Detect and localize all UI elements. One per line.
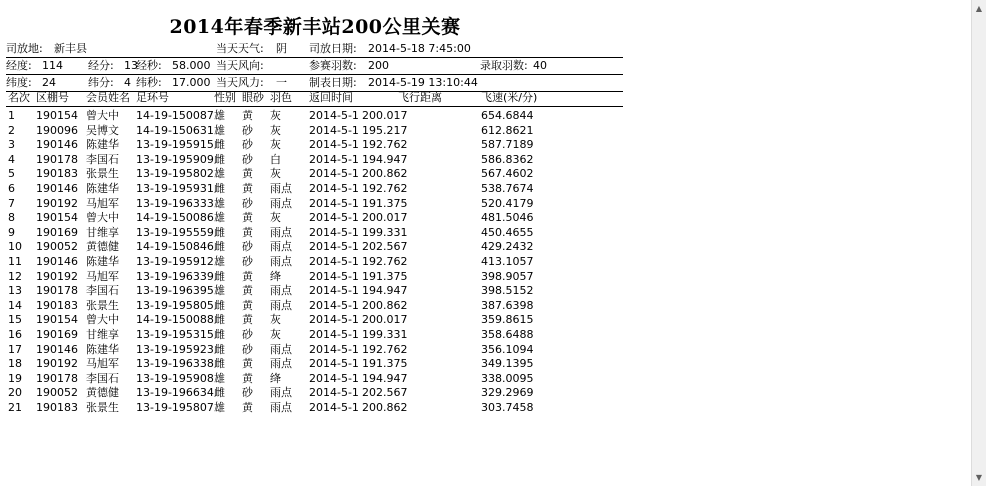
col-distance-header: 飞行距离	[398, 91, 442, 104]
cell-eye: 黄	[242, 109, 253, 122]
cell-color: 雨点	[270, 298, 292, 312]
cell-member: 陈建华	[86, 181, 119, 195]
cell-speed: 450.4655	[481, 225, 534, 239]
cell-speed: 356.1094	[481, 342, 534, 356]
cell-eye: 黄	[242, 225, 253, 239]
cell-speed: 567.4602	[481, 167, 534, 181]
cell-ring: 13-19-196339	[136, 269, 214, 283]
cell-member: 李国石	[86, 284, 119, 298]
report-date: 2014-5-19 13:10:44	[368, 76, 478, 89]
cell-eye: 黄	[242, 371, 253, 385]
cell-ring: 14-19-150088	[136, 313, 214, 327]
cell-eye: 黄	[242, 284, 253, 298]
cell-color: 绛	[270, 269, 281, 283]
cell-eye: 砂	[242, 123, 253, 137]
cell-return-time: 2014-5-1	[309, 386, 359, 400]
cell-sex: 雄	[214, 400, 225, 414]
cell-color: 雨点	[270, 342, 292, 356]
cell-ring: 13-19-195909	[136, 152, 214, 166]
col-ring-header: 足环号	[136, 91, 169, 104]
cell-eye: 黄	[242, 298, 253, 312]
cell-return-time: 2014-5-1	[309, 196, 359, 210]
cell-return-time: 2014-5-1	[309, 109, 359, 122]
col-member-header: 会员姓名	[86, 91, 130, 104]
longitude-label: 经度:	[6, 59, 32, 72]
table-row	[6, 240, 623, 255]
cell-sex: 雌	[214, 313, 225, 327]
release-date-label: 司放日期:	[309, 42, 357, 55]
table-row	[6, 197, 623, 212]
cell-return-time: 2014-5-1	[309, 181, 359, 195]
cell-sex: 雌	[214, 357, 225, 371]
cell-speed: 481.5046	[481, 211, 534, 225]
cell-speed: 358.6488	[481, 327, 534, 341]
cell-distance: 200.017	[362, 313, 408, 327]
cell-rank: 13	[8, 284, 22, 298]
table-row	[6, 372, 623, 387]
cell-distance: 200.862	[362, 298, 408, 312]
cell-speed: 338.0095	[481, 371, 534, 385]
release-place-label: 司放地:	[6, 42, 43, 55]
cell-distance: 191.375	[362, 196, 408, 210]
cell-color: 灰	[270, 123, 281, 137]
cell-rank: 11	[8, 254, 22, 268]
cell-member: 马旭军	[86, 196, 119, 210]
col-color-header: 羽色	[270, 91, 292, 104]
cell-distance: 202.567	[362, 386, 408, 400]
cell-loft: 190192	[36, 357, 78, 371]
cell-sex: 雌	[214, 181, 225, 195]
cell-speed: 387.6398	[481, 298, 534, 312]
cell-rank: 1	[8, 109, 15, 122]
cell-member: 曾大中	[86, 109, 119, 122]
cell-sex: 雌	[214, 138, 225, 152]
race-info	[6, 41, 623, 92]
cell-eye: 砂	[242, 138, 253, 152]
lon-min: 13	[124, 59, 138, 72]
cell-color: 灰	[270, 313, 281, 327]
cell-eye: 黄	[242, 211, 253, 225]
cell-ring: 13-19-196395	[136, 284, 214, 298]
cell-ring: 14-19-150631	[136, 123, 214, 137]
cell-rank: 6	[8, 181, 15, 195]
cell-sex: 雌	[214, 298, 225, 312]
cell-speed: 329.2969	[481, 386, 534, 400]
table-row	[6, 182, 623, 197]
cell-rank: 4	[8, 152, 15, 166]
cell-distance: 194.947	[362, 284, 408, 298]
cell-ring: 13-19-196634	[136, 386, 214, 400]
cell-speed: 520.4179	[481, 196, 534, 210]
cell-eye: 砂	[242, 152, 253, 166]
cell-ring: 13-19-195559	[136, 225, 214, 239]
cell-ring: 13-19-195908	[136, 371, 214, 385]
cell-return-time: 2014-5-1	[309, 254, 359, 268]
cell-speed: 538.7674	[481, 181, 534, 195]
cell-eye: 黄	[242, 313, 253, 327]
table-header	[6, 90, 623, 107]
table-row	[6, 211, 623, 226]
cell-rank: 16	[8, 327, 22, 341]
cell-rank: 8	[8, 211, 15, 225]
cell-rank: 9	[8, 225, 15, 239]
cell-loft: 190154	[36, 313, 78, 327]
cell-member: 甘维享	[86, 225, 119, 239]
cell-return-time: 2014-5-1	[309, 211, 359, 225]
table-row	[6, 255, 623, 270]
cell-loft: 190096	[36, 123, 78, 137]
cell-return-time: 2014-5-1	[309, 240, 359, 254]
cell-return-time: 2014-5-1	[309, 298, 359, 312]
cell-eye: 黄	[242, 400, 253, 414]
longitude: 114	[42, 59, 63, 72]
cell-ring: 13-19-195315	[136, 327, 214, 341]
cell-rank: 7	[8, 196, 15, 210]
cell-member: 甘维享	[86, 327, 119, 341]
prize-count-label: 录取羽数:	[480, 59, 528, 72]
lon-min-label: 经分:	[88, 59, 114, 72]
table-row	[6, 313, 623, 328]
cell-speed: 587.7189	[481, 138, 534, 152]
cell-eye: 砂	[242, 386, 253, 400]
cell-distance: 191.375	[362, 357, 408, 371]
table-row	[6, 343, 623, 358]
cell-color: 灰	[270, 167, 281, 181]
table-row	[6, 226, 623, 241]
cell-loft: 190154	[36, 109, 78, 122]
cell-sex: 雄	[214, 196, 225, 210]
latitude-label: 纬度:	[6, 76, 32, 89]
cell-return-time: 2014-5-1	[309, 123, 359, 137]
cell-member: 曾大中	[86, 211, 119, 225]
results-table	[6, 109, 623, 415]
cell-member: 张景生	[86, 167, 119, 181]
cell-sex: 雄	[214, 123, 225, 137]
cell-sex: 雌	[214, 240, 225, 254]
cell-member: 陈建华	[86, 254, 119, 268]
table-row	[6, 109, 623, 124]
cell-sex: 雌	[214, 225, 225, 239]
cell-distance: 192.762	[362, 342, 408, 356]
scroll-down-arrow-icon[interactable]: ▼	[975, 473, 983, 482]
col-sex-header: 性别	[214, 91, 236, 104]
cell-eye: 砂	[242, 254, 253, 268]
cell-speed: 303.7458	[481, 400, 534, 414]
cell-loft: 190192	[36, 196, 78, 210]
cell-color: 雨点	[270, 225, 292, 239]
cell-color: 雨点	[270, 181, 292, 195]
cell-rank: 17	[8, 342, 22, 356]
cell-return-time: 2014-5-1	[309, 313, 359, 327]
cell-ring: 13-19-195915	[136, 138, 214, 152]
cell-return-time: 2014-5-1	[309, 284, 359, 298]
cell-sex: 雄	[214, 284, 225, 298]
cell-rank: 20	[8, 386, 22, 400]
cell-color: 雨点	[270, 196, 292, 210]
cell-distance: 200.862	[362, 167, 408, 181]
cell-member: 张景生	[86, 298, 119, 312]
cell-speed: 429.2432	[481, 240, 534, 254]
cell-loft: 190192	[36, 269, 78, 283]
cell-loft: 190183	[36, 400, 78, 414]
cell-distance: 192.762	[362, 138, 408, 152]
col-return-time-header: 返回时间	[309, 91, 353, 104]
cell-distance: 192.762	[362, 181, 408, 195]
cell-rank: 2	[8, 123, 15, 137]
cell-loft: 190052	[36, 240, 78, 254]
cell-member: 马旭军	[86, 269, 119, 283]
info-row-release	[6, 41, 623, 57]
cell-rank: 21	[8, 400, 22, 414]
cell-color: 雨点	[270, 284, 292, 298]
cell-eye: 砂	[242, 196, 253, 210]
cell-sex: 雌	[214, 342, 225, 356]
cell-loft: 190178	[36, 284, 78, 298]
cell-distance: 202.567	[362, 240, 408, 254]
cell-sex: 雄	[214, 109, 225, 122]
cell-member: 李国石	[86, 152, 119, 166]
cell-member: 曾大中	[86, 313, 119, 327]
cell-ring: 13-19-195802	[136, 167, 214, 181]
col-loft-header: 区棚号	[36, 91, 69, 104]
cell-distance: 191.375	[362, 269, 408, 283]
table-row	[6, 328, 623, 343]
cell-ring: 13-19-195805	[136, 298, 214, 312]
cell-member: 张景生	[86, 400, 119, 414]
cell-sex: 雄	[214, 211, 225, 225]
lat-min: 4	[124, 76, 131, 89]
cell-loft: 190178	[36, 152, 78, 166]
report-date-label: 制表日期:	[309, 76, 357, 89]
cell-rank: 14	[8, 298, 22, 312]
cell-distance: 199.331	[362, 327, 408, 341]
cell-member: 马旭军	[86, 357, 119, 371]
cell-ring: 13-19-195912	[136, 254, 214, 268]
cell-distance: 195.217	[362, 123, 408, 137]
table-row	[6, 284, 623, 299]
cell-sex: 雌	[214, 327, 225, 341]
lat-min-label: 纬分:	[88, 76, 114, 89]
table-row	[6, 386, 623, 401]
cell-color: 灰	[270, 138, 281, 152]
cell-return-time: 2014-5-1	[309, 342, 359, 356]
cell-ring: 13-19-196338	[136, 357, 214, 371]
cell-loft: 190146	[36, 138, 78, 152]
release-place: 新丰县	[54, 42, 87, 55]
info-row-longitude	[6, 57, 623, 74]
cell-color: 灰	[270, 109, 281, 122]
vertical-scrollbar[interactable]	[971, 0, 986, 486]
cell-color: 雨点	[270, 357, 292, 371]
table-row	[6, 401, 623, 416]
lat-sec: 17.000	[172, 76, 211, 89]
cell-member: 李国石	[86, 371, 119, 385]
cell-return-time: 2014-5-1	[309, 400, 359, 414]
table-row	[6, 138, 623, 153]
lon-sec: 58.000	[172, 59, 211, 72]
cell-sex: 雌	[214, 386, 225, 400]
col-rank-header: 名次	[8, 91, 30, 104]
prize-count: 40	[533, 59, 547, 72]
cell-speed: 359.8615	[481, 313, 534, 327]
cell-speed: 654.6844	[481, 109, 534, 122]
cell-rank: 19	[8, 371, 22, 385]
weather: 阴	[276, 42, 287, 55]
cell-ring: 14-19-150086	[136, 211, 214, 225]
cell-eye: 砂	[242, 342, 253, 356]
entries: 200	[368, 59, 389, 72]
cell-ring: 13-19-195807	[136, 400, 214, 414]
cell-distance: 194.947	[362, 371, 408, 385]
cell-color: 白	[270, 152, 281, 166]
cell-sex: 雌	[214, 269, 225, 283]
cell-distance: 199.331	[362, 225, 408, 239]
cell-speed: 586.8362	[481, 152, 534, 166]
cell-eye: 黄	[242, 181, 253, 195]
cell-loft: 190183	[36, 298, 78, 312]
table-row	[6, 357, 623, 372]
table-row	[6, 124, 623, 139]
cell-loft: 190146	[36, 342, 78, 356]
cell-distance: 192.762	[362, 254, 408, 268]
cell-ring: 14-19-150087	[136, 109, 214, 122]
cell-distance: 194.947	[362, 152, 408, 166]
cell-return-time: 2014-5-1	[309, 167, 359, 181]
cell-eye: 砂	[242, 240, 253, 254]
cell-eye: 黄	[242, 357, 253, 371]
cell-eye: 砂	[242, 327, 253, 341]
cell-loft: 190178	[36, 371, 78, 385]
cell-speed: 413.1057	[481, 254, 534, 268]
cell-rank: 12	[8, 269, 22, 283]
cell-sex: 雄	[214, 371, 225, 385]
cell-loft: 190052	[36, 386, 78, 400]
cell-return-time: 2014-5-1	[309, 357, 359, 371]
cell-distance: 200.862	[362, 400, 408, 414]
cell-return-time: 2014-5-1	[309, 269, 359, 283]
cell-member: 陈建华	[86, 342, 119, 356]
wind-force-label: 当天风力:	[216, 76, 264, 89]
col-speed-header: 飞速(米/分)	[481, 91, 538, 104]
cell-loft: 190169	[36, 225, 78, 239]
cell-return-time: 2014-5-1	[309, 327, 359, 341]
table-row	[6, 270, 623, 285]
cell-ring: 13-19-195923	[136, 342, 214, 356]
cell-loft: 190183	[36, 167, 78, 181]
release-date: 2014-5-18 7:45:00	[368, 42, 471, 55]
cell-member: 黄德健	[86, 386, 119, 400]
wind-force: 一	[276, 76, 287, 89]
cell-return-time: 2014-5-1	[309, 225, 359, 239]
cell-color: 灰	[270, 327, 281, 341]
latitude: 24	[42, 76, 56, 89]
lat-sec-label: 纬秒:	[136, 76, 162, 89]
table-row	[6, 299, 623, 314]
cell-speed: 612.8621	[481, 123, 534, 137]
cell-rank: 3	[8, 138, 15, 152]
cell-color: 灰	[270, 211, 281, 225]
scroll-up-arrow-icon[interactable]: ▲	[975, 4, 983, 13]
cell-loft: 190146	[36, 254, 78, 268]
cell-loft: 190169	[36, 327, 78, 341]
cell-member: 陈建华	[86, 138, 119, 152]
col-eye-header: 眼砂	[242, 91, 264, 104]
cell-return-time: 2014-5-1	[309, 138, 359, 152]
cell-color: 雨点	[270, 400, 292, 414]
lon-sec-label: 经秒:	[136, 59, 162, 72]
entries-label: 参赛羽数:	[309, 59, 357, 72]
cell-rank: 15	[8, 313, 22, 327]
cell-speed: 349.1395	[481, 357, 534, 371]
weather-label: 当天天气:	[216, 42, 264, 55]
cell-return-time: 2014-5-1	[309, 152, 359, 166]
cell-loft: 190146	[36, 181, 78, 195]
cell-member: 吴博文	[86, 123, 119, 137]
cell-rank: 10	[8, 240, 22, 254]
cell-speed: 398.5152	[481, 284, 534, 298]
cell-return-time: 2014-5-1	[309, 371, 359, 385]
cell-rank: 5	[8, 167, 15, 181]
cell-distance: 200.017	[362, 109, 408, 122]
cell-eye: 黄	[242, 167, 253, 181]
cell-ring: 14-19-150846	[136, 240, 214, 254]
wind-dir-label: 当天风向:	[216, 59, 264, 72]
cell-distance: 200.017	[362, 211, 408, 225]
cell-ring: 13-19-196333	[136, 196, 214, 210]
cell-color: 绛	[270, 371, 281, 385]
cell-rank: 18	[8, 357, 22, 371]
cell-ring: 13-19-195931	[136, 181, 214, 195]
cell-sex: 雄	[214, 167, 225, 181]
table-row	[6, 167, 623, 182]
cell-color: 雨点	[270, 240, 292, 254]
table-row	[6, 153, 623, 168]
cell-member: 黄德健	[86, 240, 119, 254]
cell-loft: 190154	[36, 211, 78, 225]
cell-speed: 398.9057	[481, 269, 534, 283]
cell-eye: 黄	[242, 269, 253, 283]
cell-sex: 雌	[214, 152, 225, 166]
cell-color: 雨点	[270, 386, 292, 400]
cell-sex: 雄	[214, 254, 225, 268]
cell-color: 雨点	[270, 254, 292, 268]
page-title: 2014年春季新丰站200公里关赛	[169, 16, 461, 38]
